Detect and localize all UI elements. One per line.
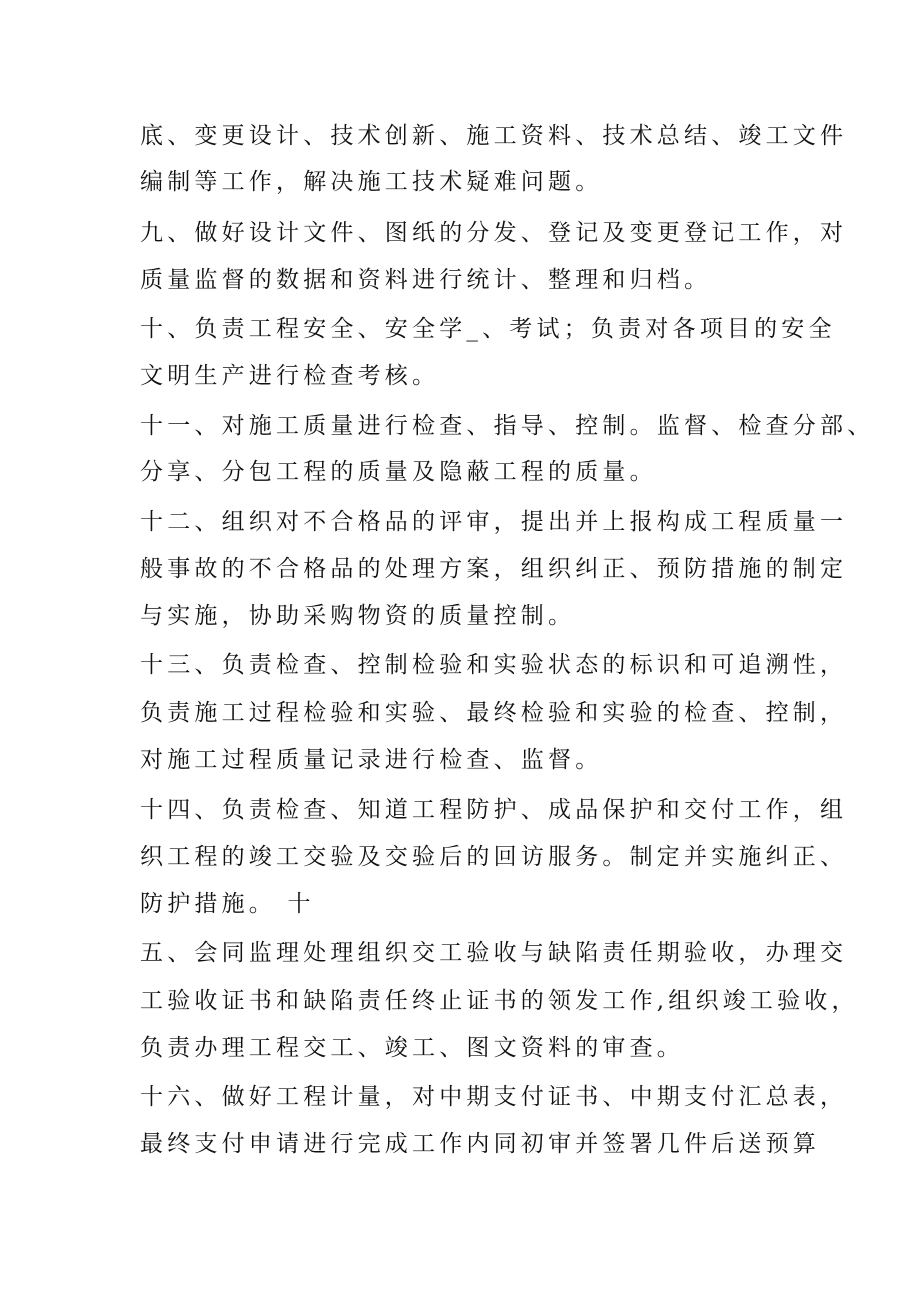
text-line: 对施工过程质量记录进行检查、监督。 (140, 747, 603, 773)
text-line: 负责施工过程检验和实验、最终检验和实验的检查、控制， (140, 700, 848, 726)
text-line: 九、做好设计文件、图纸的分发、登记及变更登记工作，对 (140, 220, 848, 246)
text-line: 十一、对施工质量进行检查、指导、控制。监督、检查分部、 (140, 413, 875, 439)
text-line: 工验收证书和缺陷责任终止证书的领发工作,组织竣工验收， (140, 988, 859, 1014)
text-line: 般事故的不合格品的处理方案，组织纠正、预防措施的制定 (140, 556, 848, 582)
text-line: 底、变更设计、技术创新、施工资料、技术总结、竣工文件 (140, 123, 848, 149)
text-line: 文明生产进行检查考核。 (140, 363, 440, 389)
text-line: 负责办理工程交工、竣工、图文资料的审查。 (140, 1035, 684, 1061)
text-line: 织工程的竣工交验及交验后的回访服务。制定并实施纠正、 (140, 844, 848, 870)
text-line: 十、负责工程安全、安全学_、考试；负责对各项目的安全 (140, 316, 836, 342)
text-line: 五、会同监理处理组织交工验收与缺陷责任期验收，办理交 (140, 940, 848, 966)
text-line: 十四、负责检查、知道工程防护、成品保护和交付工作，组 (140, 797, 848, 823)
text-line: 十二、组织对不合格品的评审，提出并上报构成工程质量一 (140, 509, 848, 535)
text-line: 分享、分包工程的质量及隐蔽工程的质量。 (140, 459, 657, 485)
text-line: 防护措施。 十 (140, 891, 315, 917)
text-line: 十六、做好工程计量，对中期支付证书、中期支付汇总表， (140, 1084, 848, 1110)
text-line: 编制等工作，解决施工技术疑难问题。 (140, 169, 603, 195)
text-line: 最终支付申请进行完成工作内同初审并签署几件后送预算 (140, 1131, 820, 1157)
text-line: 十三、负责检查、控制检验和实验状态的标识和可追溯性， (140, 652, 848, 678)
text-line: 质量监督的数据和资料进行统计、整理和归档。 (140, 267, 712, 293)
text-line: 与实施，协助采购物资的质量控制。 (140, 603, 576, 629)
